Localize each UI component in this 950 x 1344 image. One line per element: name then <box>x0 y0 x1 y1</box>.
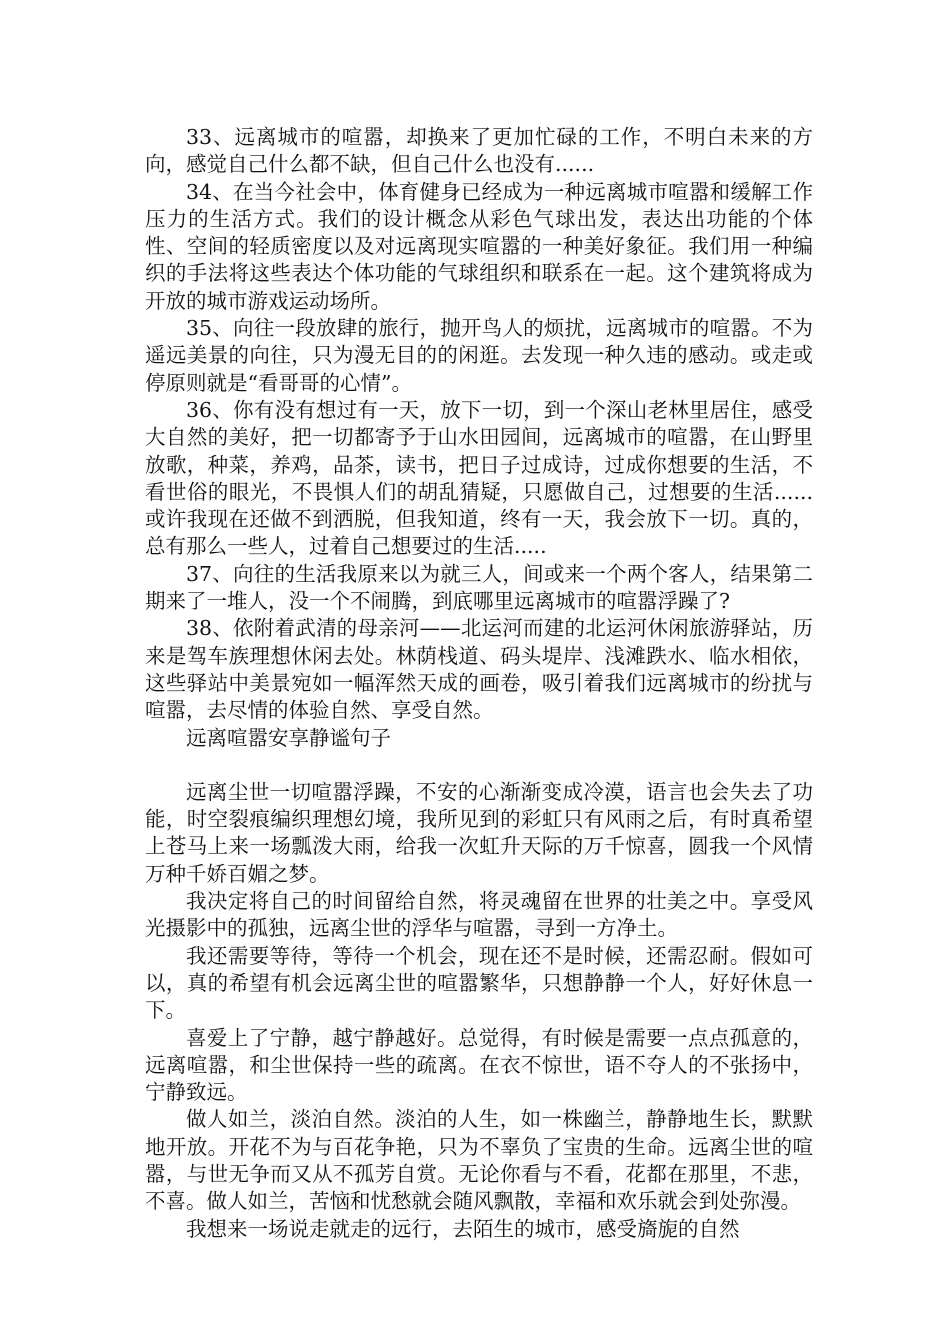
paragraph-b5: 做人如兰，淡泊自然。淡泊的人生，如一株幽兰，静静地生长，默默地开放。开花不为与百花争艳，只为不辜负了宝贵的生命。远离尘世的喧嚣，与世无争而又从不孤芳自赏。无论你看与不看，花都在那里，不悲，不喜。做人如兰，苦恼和忧愁就会随风飘散，幸福和欢乐就会到处弥漫。 <box>145 1107 813 1214</box>
paragraph-34: 34、在当今社会中，体育健身已经成为一种远离城市喧嚣和缓解工作压力的生活方式。我们的设计概念从彩色气球出发，表达出功能的个体性、空间的轻质密度以及对远离现实喧嚣的一种美好象征。我们用一种编织的手法将这些表达个体功能的气球组织和联系在一起。这个建筑将成为开放的城市游戏运动场所。 <box>145 179 813 313</box>
paragraph-36: 36、你有没有想过有一天，放下一切，到一个深山老林里居住，感受大自然的美好，把一切都寄予于山水田园间，远离城市的喧嚣，在山野里放歌，种菜，养鸡，品茶，读书，把日子过成诗，过成你想要的生活，不看世俗的眼光，不畏惧人们的胡乱猜疑，只愿做自己，过想要的生活......或许我现在还做不到洒脱，但我知道，终有一天，我会放下一切。真的，总有那么一些人，过着自己想要过的生活..... <box>145 397 813 559</box>
paragraph-b4: 喜爱上了宁静，越宁静越好。总觉得，有时候是需要一点点孤意的，远离喧嚣，和尘世保持一些的疏离。在衣不惊世，语不夺人的不张扬中，宁静致远。 <box>145 1025 813 1105</box>
paragraph-b2: 我决定将自己的时间留给自然，将灵魂留在世界的壮美之中。享受风光摄影中的孤独，远离尘世的浮华与喧嚣，寻到一方净土。 <box>145 889 813 941</box>
paragraph-33: 33、远离城市的喧嚣，却换来了更加忙碌的工作，不明白未来的方向，感觉自己什么都不缺，但自己什么也没有...... <box>145 125 813 177</box>
paragraph-b3: 我还需要等待，等待一个机会，现在还不是时候，还需忍耐。假如可以，真的希望有机会远离尘世的喧嚣繁华，只想静静一个人，好好休息一下。 <box>145 943 813 1023</box>
paragraph-38: 38、依附着武清的母亲河——北运河而建的北运河休闲旅游驿站，历来是驾车族理想休闲去处。林荫栈道、码头堤岸、浅滩跌水、临水相依，这些驿站中美景宛如一幅浑然天成的画卷，吸引着我们远离城市的纷扰与喧嚣，去尽情的体验自然、享受自然。 <box>145 616 813 723</box>
section-heading: 远离喧嚣安享静谧句子 <box>186 725 391 750</box>
paragraph-b6: 我想来一场说走就走的远行，去陌生的城市，感受旖旎的自然 <box>186 1216 740 1241</box>
section-spacer <box>145 752 813 779</box>
paragraph-b1: 远离尘世一切喧嚣浮躁，不安的心渐渐变成冷漠，语言也会失去了功能，时空裂痕编织理想幻境，我所见到的彩虹只有风雨之后，有时真希望上苍马上来一场瓢泼大雨，给我一次虹升天际的万千惊喜，圆我一个风情万种千娇百媚之梦。 <box>145 779 813 886</box>
document-page <box>145 124 813 1243</box>
paragraph-35: 35、向往一段放肆的旅行，抛开鸟人的烦扰，远离城市的喧嚣。不为遥远美景的向往，只为漫无目的的闲逛。去发现一种久违的感动。或走或停原则就是“看哥哥的心情”。 <box>145 316 813 395</box>
paragraph-37: 37、向往的生活我原来以为就三人，间或来一个两个客人，结果第二期来了一堆人，没一个不闹腾，到底哪里远离城市的喧嚣浮躁了? <box>145 561 813 614</box>
